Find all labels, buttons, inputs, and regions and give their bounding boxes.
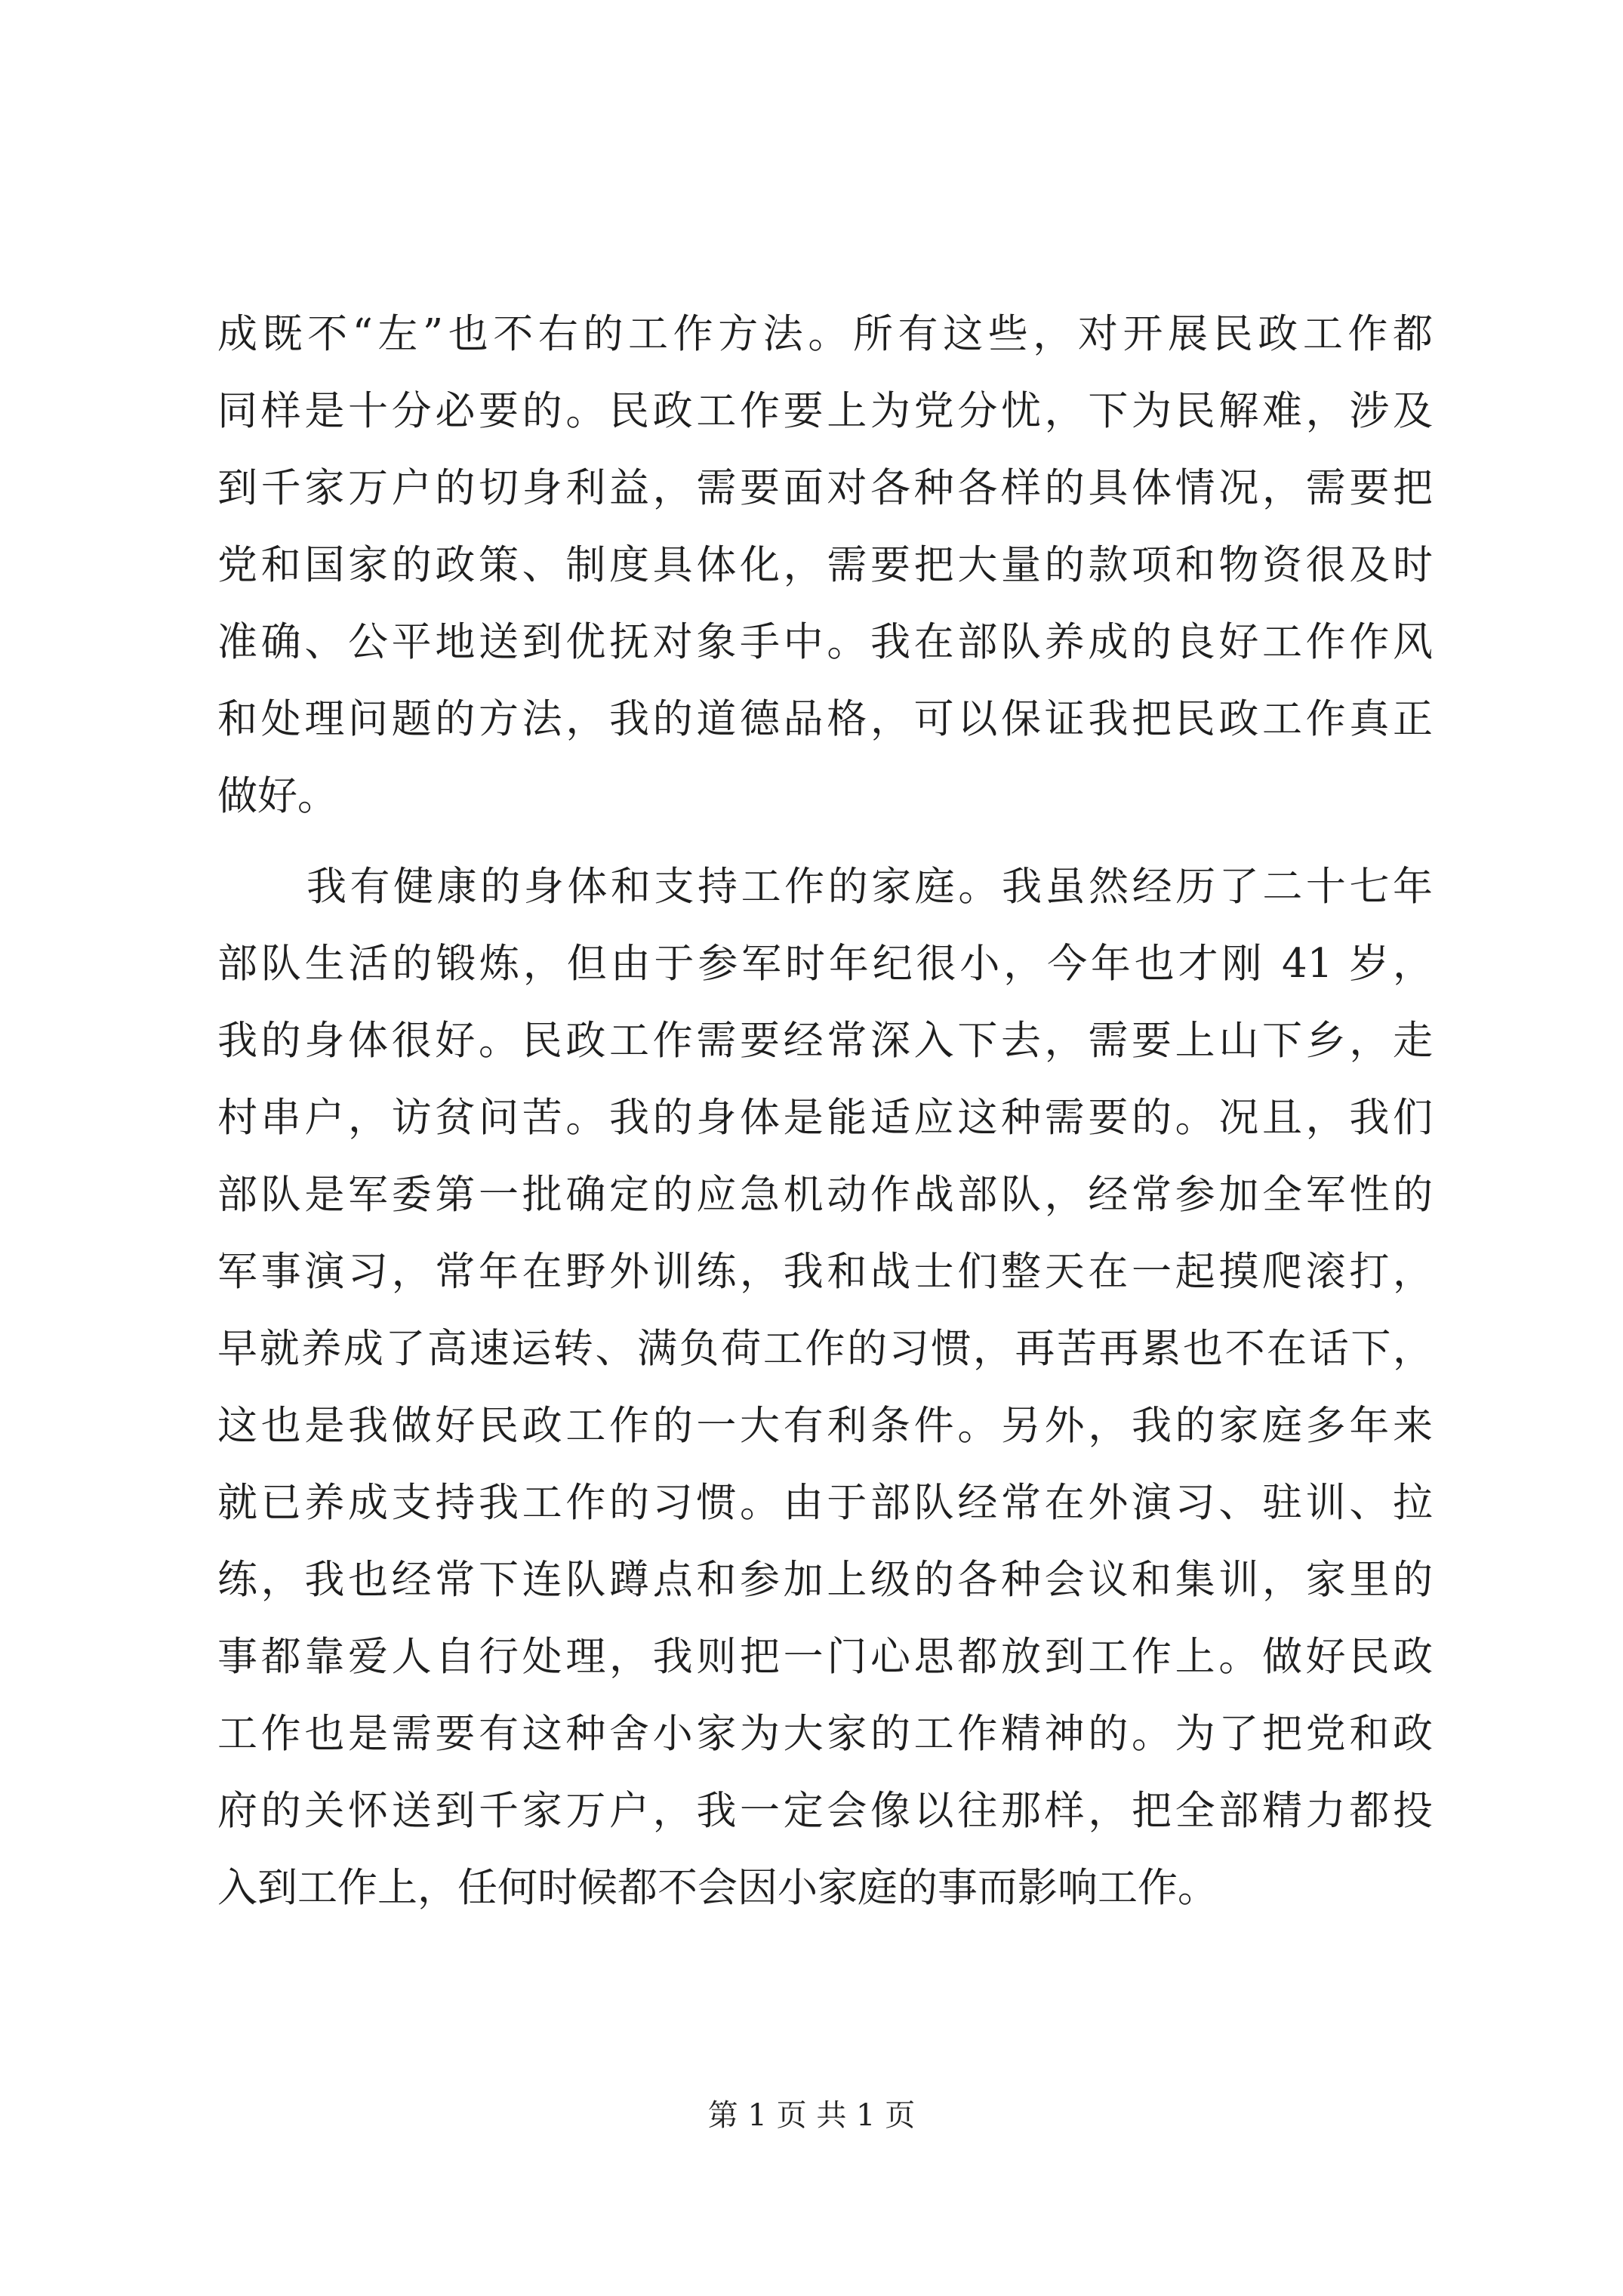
text-line: 工作也是需要有这种舍小家为大家的工作精神的。为了把党和政: [217, 1711, 1433, 1757]
text-line: 部队是军委第一批确定的应急机动作战部队，经常参加全军性的: [217, 1172, 1433, 1218]
text-line: 村串户，访贫问苦。我的身体是能适应这种需要的。况且，我们: [217, 1095, 1433, 1141]
text-line: 同样是十分必要的。民政工作要上为党分忧，下为民解难，涉及: [217, 388, 1433, 434]
text-line: 事都靠爱人自行处理，我则把一门心思都放到工作上。做好民政: [217, 1634, 1433, 1680]
page-footer: 第 1 页 共 1 页: [707, 2098, 916, 2133]
paragraph-2: [217, 849, 1433, 1927]
text-line: 我有健康的身体和支持工作的家庭。我虽然经历了二十七年: [306, 864, 1433, 910]
text-line: 军事演习，常年在野外训练，我和战士们整天在一起摸爬滚打，: [217, 1249, 1433, 1295]
text-line: 到千家万户的切身利益，需要面对各种各样的具体情况，需要把: [217, 465, 1433, 511]
text-line: 部队生活的锻炼，但由于参军时年纪很小，今年也才刚 41 岁，: [217, 941, 1433, 987]
text-line: 我的身体很好。民政工作需要经常深入下去，需要上山下乡，走: [217, 1018, 1433, 1064]
paragraph-gap: [217, 835, 1433, 849]
text-line: 准确、公平地送到优抚对象手中。我在部队养成的良好工作作风: [217, 619, 1433, 665]
text-line: 府的关怀送到千家万户，我一定会像以往那样，把全部精力都投: [217, 1788, 1433, 1834]
text-line: 入到工作上，任何时候都不会因小家庭的事而影响工作。: [217, 1865, 1218, 1911]
text-line: 成既不“左”也不右的工作方法。所有这些，对开展民政工作都: [217, 311, 1433, 357]
text-line: 就已养成支持我工作的习惯。由于部队经常在外演习、驻训、拉: [217, 1480, 1433, 1526]
text-line: 练，我也经常下连队蹲点和参加上级的各种会议和集训，家里的: [217, 1557, 1433, 1603]
text-line: 早就养成了高速运转、满负荷工作的习惯，再苦再累也不在话下，: [217, 1326, 1433, 1372]
body-text: [217, 296, 1433, 1927]
paragraph-1: [217, 296, 1433, 835]
text-line: 这也是我做好民政工作的一大有利条件。另外，我的家庭多年来: [217, 1403, 1433, 1449]
text-line: 党和国家的政策、制度具体化，需要把大量的款项和物资很及时: [217, 542, 1433, 588]
text-line: 做好。: [217, 773, 337, 819]
text-line: 和处理问题的方法，我的道德品格，可以保证我把民政工作真正: [217, 696, 1433, 742]
